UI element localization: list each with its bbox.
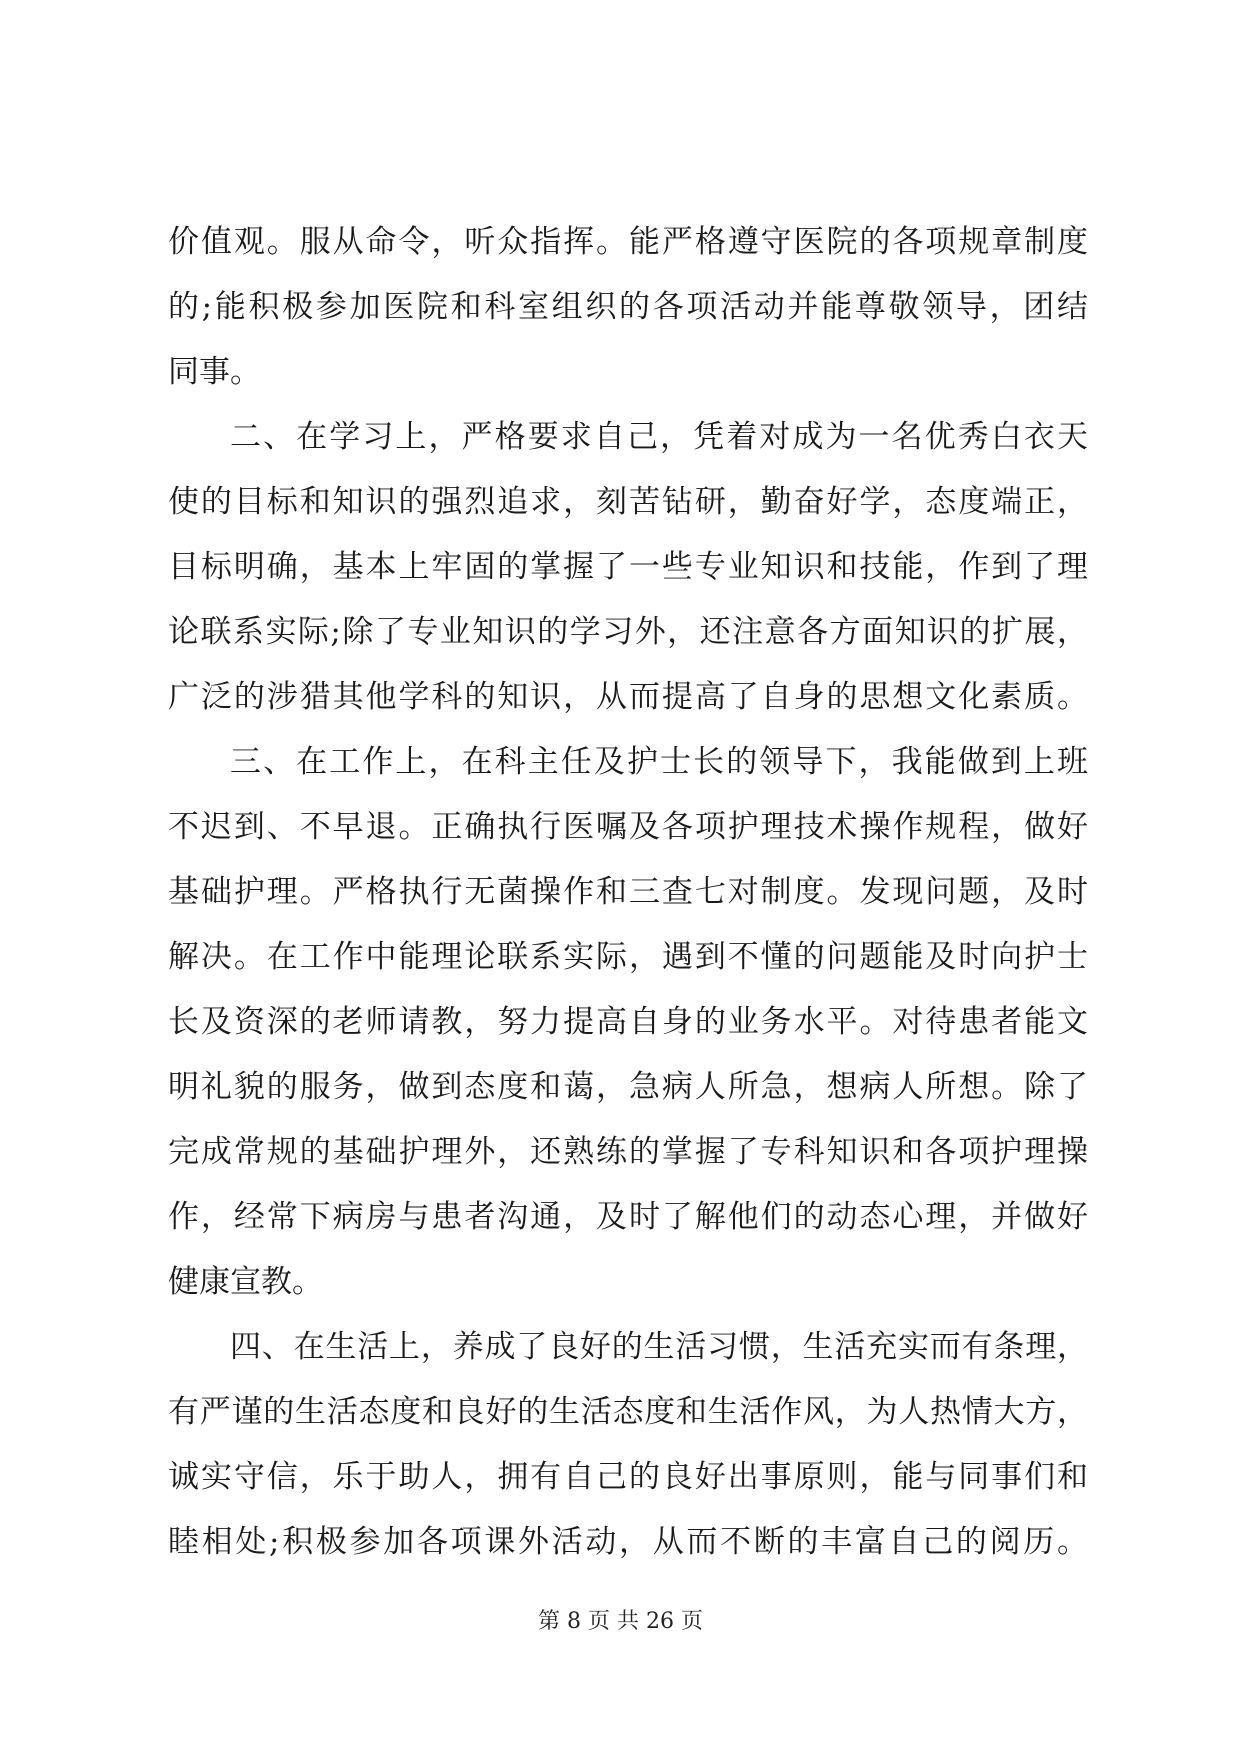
text-line: 解决。在工作中能理论联系实际，遇到不懂的问题能及时向护士	[168, 939, 1088, 975]
text-line: 诚实守信，乐于助人，拥有自己的良好出事原则，能与同事们和	[168, 1459, 1088, 1495]
text-line: 论联系实际;除了专业知识的学习外，还注意各方面知识的扩展，	[168, 614, 1088, 650]
text-line: 广泛的涉猎其他学科的知识，从而提高了自身的思想文化素质。	[168, 679, 1088, 715]
text-line: 有严谨的生活态度和良好的生活态度和生活作风，为人热情大方，	[168, 1394, 1088, 1430]
text-line: 二、在学习上，严格要求自己，凭着对成为一名优秀白衣天	[230, 419, 1088, 455]
text-line: 价值观。服从命令，听众指挥。能严格遵守医院的各项规章制度	[168, 224, 1088, 260]
text-line: 三、在工作上，在科主任及护士长的领导下，我能做到上班	[230, 744, 1088, 780]
text-line: 明礼貌的服务，做到态度和蔼，急病人所急，想病人所想。除了	[168, 1069, 1088, 1105]
text-line: 目标明确，基本上牢固的掌握了一些专业知识和技能，作到了理	[168, 549, 1088, 585]
text-line: 基础护理。严格执行无菌操作和三查七对制度。发现问题，及时	[168, 874, 1088, 910]
text-line: 不迟到、不早退。正确执行医嘱及各项护理技术操作规程，做好	[168, 809, 1088, 845]
text-line: 的;能积极参加医院和科室组织的各项活动并能尊敬领导，团结	[168, 289, 1088, 325]
text-line: 睦相处;积极参加各项课外活动，从而不断的丰富自己的阅历。	[168, 1524, 1088, 1560]
text-line: 使的目标和知识的强烈追求，刻苦钻研，勤奋好学，态度端正，	[168, 484, 1088, 520]
text-line: 四、在生活上，养成了良好的生活习惯，生活充实而有条理，	[230, 1329, 1088, 1365]
text-line: 完成常规的基础护理外，还熟练的掌握了专科知识和各项护理操	[168, 1134, 1088, 1170]
page-number-footer: 第 8 页 共 26 页	[538, 1609, 703, 1634]
text-line: 作，经常下病房与患者沟通，及时了解他们的动态心理，并做好	[168, 1199, 1088, 1235]
text-line: 长及资深的老师请教，努力提高自身的业务水平。对待患者能文	[168, 1004, 1088, 1040]
body-text	[168, 210, 1088, 1575]
text-line: 同事。	[168, 354, 261, 390]
text-line: 健康宣教。	[168, 1264, 323, 1300]
